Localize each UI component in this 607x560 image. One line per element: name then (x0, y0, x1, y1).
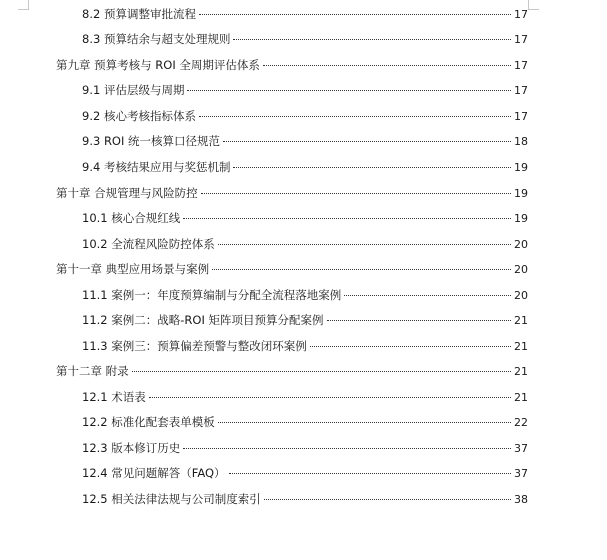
toc-dot-leader (199, 13, 511, 15)
toc-entry-title: 10.2 全流程风险防控体系 (82, 237, 215, 251)
toc-entry-page-number: 19 (514, 212, 528, 225)
toc-dot-leader (327, 319, 512, 321)
toc-entry-section[interactable] (82, 131, 528, 151)
toc-entry-section[interactable] (82, 336, 528, 356)
toc-entry-page-number: 19 (514, 161, 528, 174)
toc-entry-section[interactable] (82, 387, 528, 407)
toc-dot-leader (233, 38, 511, 40)
toc-dot-leader (229, 472, 511, 474)
toc-entry-title: 12.5 相关法律法规与公司制度索引 (82, 492, 261, 506)
toc-dot-leader (344, 294, 511, 296)
toc-dot-leader (201, 192, 511, 194)
toc-entry-page-number: 37 (514, 467, 528, 480)
toc-entry-title: 第九章 预算考核与 ROI 全周期评估体系 (56, 58, 260, 72)
crop-mark-top-left (18, 0, 29, 10)
toc-entry-title: 10.1 核心合规红线 (82, 211, 181, 225)
toc-dot-leader (233, 166, 511, 168)
toc-entry-chapter[interactable] (56, 259, 528, 279)
toc-entry-section[interactable] (82, 157, 528, 177)
toc-entry-page-number: 21 (514, 314, 528, 327)
toc-entry-page-number: 20 (514, 289, 528, 302)
toc-dot-leader (264, 498, 511, 500)
toc-dot-leader (183, 217, 511, 219)
toc-entry-page-number: 19 (514, 187, 528, 200)
toc-entry-chapter[interactable] (56, 183, 528, 203)
toc-entry-page-number: 21 (514, 365, 528, 378)
toc-dot-leader (218, 243, 511, 245)
toc-dot-leader (212, 268, 511, 270)
toc-entry-section[interactable] (82, 310, 528, 330)
toc-entry-page-number: 17 (514, 8, 528, 21)
toc-entry-title: 9.4 考核结果应用与奖惩机制 (82, 160, 231, 174)
toc-entry-page-number: 20 (514, 263, 528, 276)
toc-entry-section[interactable] (82, 412, 528, 432)
toc-entry-section[interactable] (82, 234, 528, 254)
toc-entry-page-number: 17 (514, 33, 528, 46)
toc-entry-section[interactable] (82, 285, 528, 305)
toc-entry-title: 11.2 案例二：战略-ROI 矩阵项目预算分配案例 (82, 313, 324, 327)
toc-entry-section[interactable] (82, 106, 528, 126)
toc-entry-title: 9.3 ROI 统一核算口径规范 (82, 134, 221, 148)
toc-entry-page-number: 21 (514, 340, 528, 353)
toc-entry-title: 8.2 预算调整审批流程 (82, 7, 196, 21)
toc-dot-leader (132, 370, 511, 372)
toc-entry-section[interactable] (82, 438, 528, 458)
toc-entry-page-number: 20 (514, 238, 528, 251)
toc-entry-title: 12.4 常见问题解答（FAQ） (82, 466, 226, 480)
toc-entry-section[interactable] (82, 489, 528, 509)
toc-entry-title: 第十章 合规管理与风险防控 (56, 186, 198, 200)
toc-dot-leader (149, 396, 511, 398)
toc-entry-title: 第十一章 典型应用场景与案例 (56, 262, 210, 276)
toc-dot-leader (310, 345, 511, 347)
toc-entry-page-number: 18 (514, 135, 528, 148)
toc-dot-leader (218, 421, 511, 423)
toc-entry-page-number: 22 (514, 416, 528, 429)
toc-entry-section[interactable] (82, 208, 528, 228)
toc-entry-title: 第十二章 附录 (56, 364, 129, 378)
toc-entry-page-number: 21 (514, 391, 528, 404)
toc-dot-leader (187, 89, 511, 91)
toc-entry-page-number: 17 (514, 84, 528, 97)
toc-dot-leader (263, 64, 511, 66)
toc-entry-page-number: 17 (514, 110, 528, 123)
toc-entry-title: 11.1 案例一：年度预算编制与分配全流程落地案例 (82, 288, 342, 302)
toc-entry-section[interactable] (82, 4, 528, 24)
toc-entry-title: 9.2 核心考核指标体系 (82, 109, 196, 123)
toc-dot-leader (223, 140, 511, 142)
crop-mark-top-right (528, 0, 539, 10)
toc-entry-title: 8.3 预算结余与超支处理规则 (82, 32, 231, 46)
toc-entry-title: 11.3 案例三：预算偏差预警与整改闭环案例 (82, 339, 307, 353)
toc-entry-page-number: 37 (514, 442, 528, 455)
toc-entry-title: 12.2 标准化配套表单模板 (82, 415, 215, 429)
toc-entry-title: 12.3 版本修订历史 (82, 441, 181, 455)
toc-entry-title: 12.1 术语表 (82, 390, 146, 404)
toc-dot-leader (183, 447, 511, 449)
toc-dot-leader (199, 115, 511, 117)
toc-entry-chapter[interactable] (56, 55, 528, 75)
toc-entry-page-number: 17 (514, 59, 528, 72)
toc-entry-section[interactable] (82, 463, 528, 483)
toc-entry-title: 9.1 评估层级与周期 (82, 83, 185, 97)
toc-entry-chapter[interactable] (56, 361, 528, 381)
toc-entry-section[interactable] (82, 80, 528, 100)
toc-entry-page-number: 38 (514, 493, 528, 506)
toc-entry-section[interactable] (82, 29, 528, 49)
